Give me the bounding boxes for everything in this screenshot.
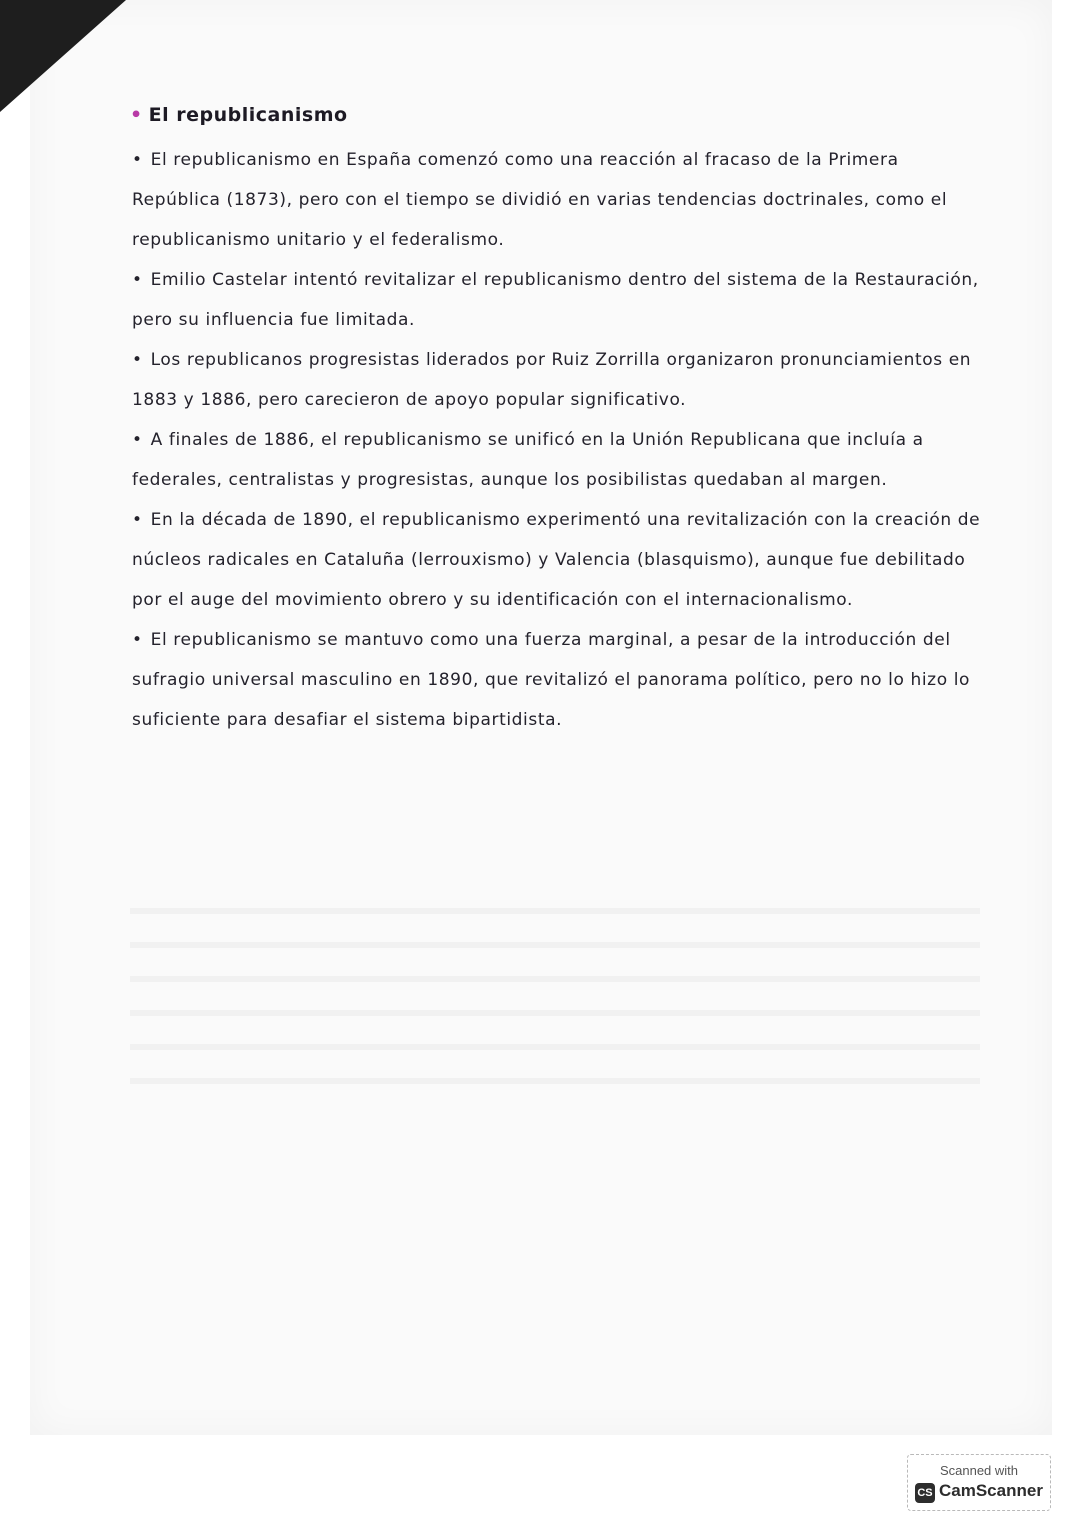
- page-corner-shadow: [0, 0, 126, 112]
- paragraph-text: Emilio Castelar intentó revitalizar el republicanismo dentro del sistema de la Restauración, pero su influencia fue limitada.: [132, 270, 979, 330]
- paragraph: [132, 340, 987, 420]
- bleed-through-text: [130, 880, 980, 1110]
- bullet-marker: •: [132, 510, 143, 530]
- notes-body: [132, 140, 987, 740]
- paragraph-text: El republicanismo se mantuvo como una fuerza marginal, a pesar de la introducción del sufragio universal masculino en 1890, que revitalizó el panorama político, pero no lo hizo lo suficiente para desafiar el sistema bipartidista.: [132, 630, 971, 730]
- section-heading: [130, 104, 348, 126]
- bullet-marker: •: [132, 150, 143, 170]
- paragraph-text: Los republicanos progresistas liderados por Ruiz Zorrilla organizaron pronunciamientos en 1883 y 1886, pero carecieron de apoyo popular significativo.: [132, 350, 972, 410]
- paragraph-text: A finales de 1886, el republicanismo se unificó en la Unión Republicana que incluía a federales, centralistas y progresistas, aunque los posibilistas quedaban al margen.: [132, 430, 924, 490]
- watermark-caption: Scanned with: [939, 1463, 1019, 1478]
- bullet-marker: •: [132, 630, 143, 650]
- watermark-brand: CamScanner: [939, 1481, 1043, 1500]
- paragraph: [132, 420, 987, 500]
- paragraph: [132, 500, 987, 620]
- paragraph: [132, 620, 987, 740]
- bullet-marker: •: [132, 270, 143, 290]
- paragraph-text: En la década de 1890, el republicanismo experimentó una revitalización con la creación de núcleos radicales en Cataluña (lerrouxismo) y Valencia (blasquismo), aunque fue debilitado por el auge del movimiento obrero y su identificación con el internacionalismo.: [132, 510, 981, 610]
- heading-bullet: •: [130, 104, 143, 126]
- paragraph: [132, 260, 987, 340]
- camscanner-watermark: [907, 1454, 1051, 1511]
- camscanner-logo-icon: CS: [915, 1483, 935, 1503]
- heading-text: El republicanismo: [148, 104, 348, 126]
- bullet-marker: •: [132, 350, 143, 370]
- paragraph-text: El republicanismo en España comenzó como una reacción al fracaso de la Primera República (1873), pero con el tiempo se dividió en varias tendencias doctrinales, como el republicanismo unitario y el federalismo.: [132, 150, 948, 250]
- paragraph: [132, 140, 987, 260]
- bullet-marker: •: [132, 430, 143, 450]
